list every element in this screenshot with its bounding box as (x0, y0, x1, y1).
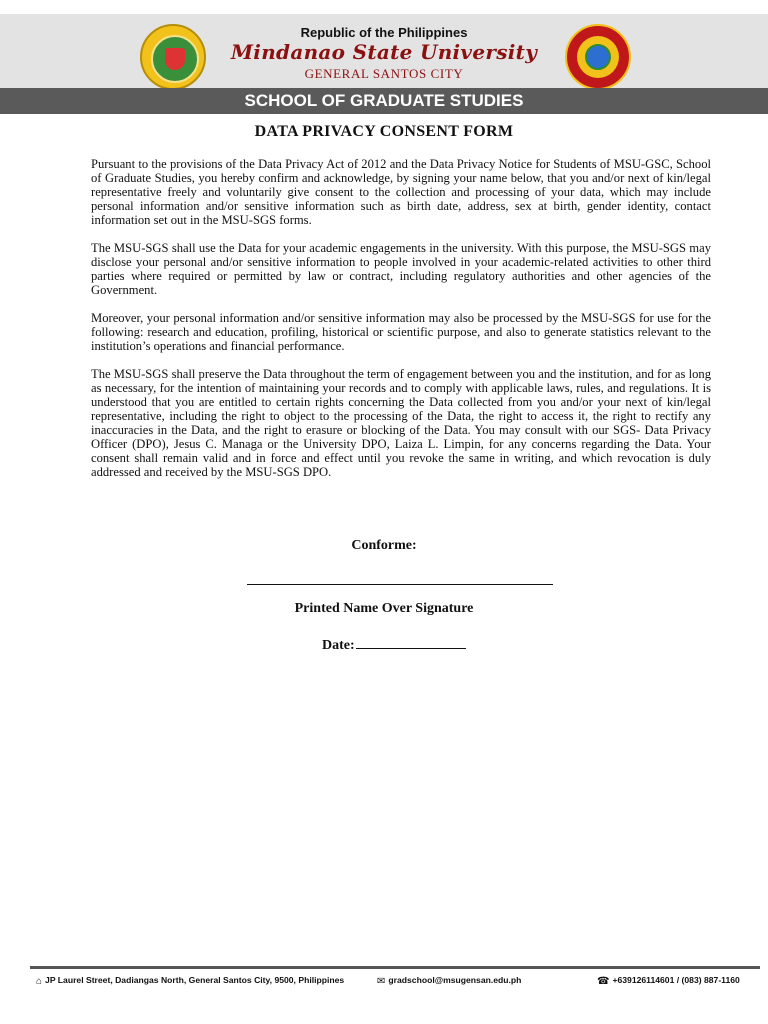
envelope-icon: ✉ (377, 976, 386, 987)
footer-email (377, 975, 521, 987)
form-title: DATA PRIVACY CONSENT FORM (254, 123, 514, 140)
republic-heading: Republic of the Philippines (300, 25, 468, 40)
school-banner: SCHOOL OF GRADUATE STUDIES (0, 88, 768, 114)
university-name: Mindanao State University (230, 40, 538, 64)
address-text: JP Laurel Street, Dadiangas North, General Santos City, 9500, Philippines (45, 975, 345, 985)
paragraph-4: The MSU-SGS shall preserve the Data throughout the term of engagement between you and the institution, and for as long as necessary, for the intention of maintaining your records and to comply with applicable laws, rules, and regulations. It is understood that you are entitled to certain rights concerning the Data collected from you and/or your next of kin/legal representative, including the right to object to the processing of the Data, the right to access it, the right to rectify any inaccuracies in the Data, and the right to erasure or blocking of the Data. You may consult with our SGS- Data Privacy Officer (DPO), Jesus C. Managa or the University DPO, Laiza L. Limpin, for any concerns regarding the Data. Your consent shall remain valid and in force and effect until you revoke the same in writing, and which revocation is duly addressed and received by the MSU-SGS DPO. (91, 367, 711, 479)
date-label: Date: (322, 638, 355, 653)
paragraph-3: Moreover, your personal information and/or sensitive information may also be processed by the MSU-SGS for use for the following: research and education, profiling, historical or scientific purpose, and also to generate statistics relevant to the institution’s operations and financial performance. (91, 311, 711, 353)
consent-body (91, 157, 711, 493)
footer (0, 973, 768, 989)
footer-address (36, 975, 344, 987)
signature-line (247, 584, 553, 585)
phone-text: +639126114601 / (083) 887-1160 (612, 975, 740, 985)
footer-divider (30, 966, 760, 969)
city-name: GENERAL SANTOS CITY (304, 66, 464, 81)
date-row (322, 636, 466, 654)
paragraph-2: The MSU-SGS shall use the Data for your academic engagements in the university. With this purpose, the MSU-SGS may disclose your personal and/or sensitive information to people involved in your academic-related activities to other third parties where required or permitted by law or contract, including regulatory authorities and other agencies of the Government. (91, 241, 711, 297)
printed-name-label: Printed Name Over Signature (294, 601, 474, 616)
home-icon: ⌂ (36, 976, 43, 987)
date-blank (356, 636, 466, 649)
email-text: gradschool@msugensan.edu.ph (388, 975, 522, 985)
paragraph-1: Pursuant to the provisions of the Data Privacy Act of 2012 and the Data Privacy Notice for Students of MSU-GSC, School of Graduate Studies, you hereby confirm and acknowledge, by signing your name below, that you and/or next of kin/legal representative freely and voluntarily give consent to the collection and processing of your data, which may include personal information and/or sensitive information such as birth date, address, sex at birth, gender identity, contact information set out in the MSU-SGS forms. (91, 157, 711, 227)
footer-phone (597, 975, 740, 987)
conforme-label: Conforme: (351, 538, 417, 553)
phone-icon: ☎ (597, 976, 610, 987)
